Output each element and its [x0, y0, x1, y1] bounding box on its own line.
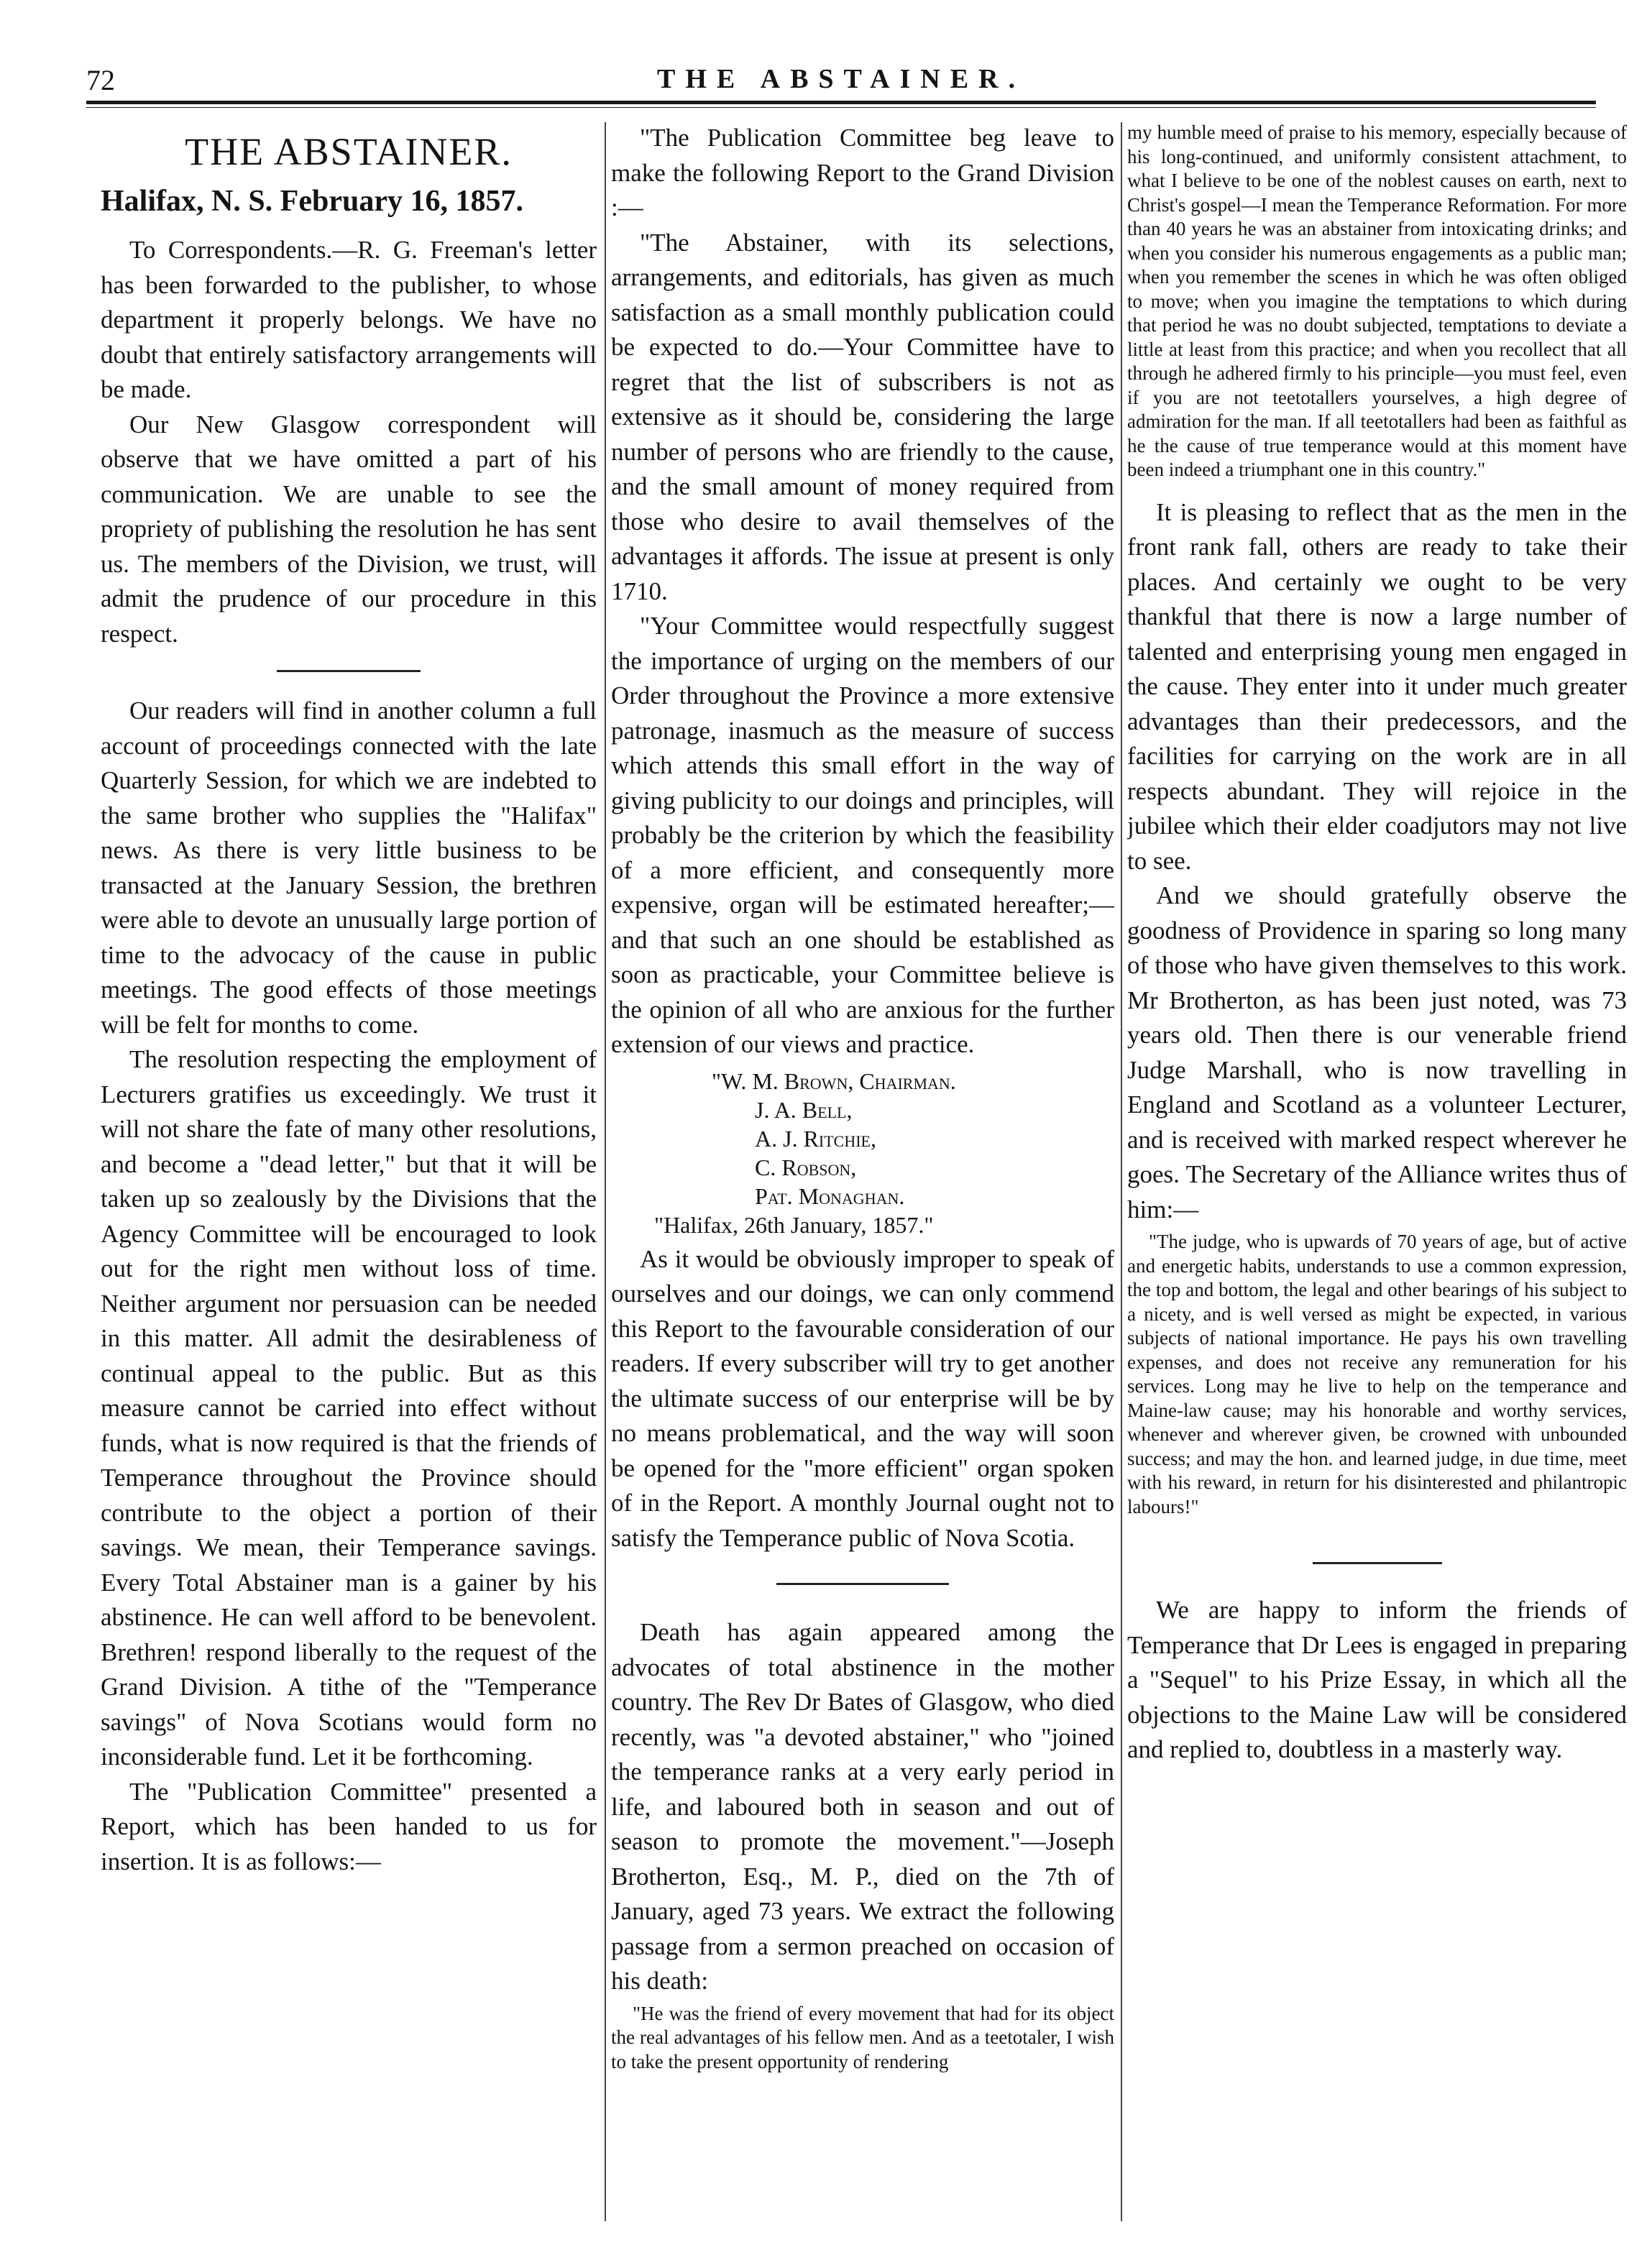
section-separator	[1313, 1562, 1442, 1564]
article-dr-lees: We are happy to inform the friends of Temperance that Dr Lees is engaged in preparing a "Sequel" to his Prize Essay, in which all the objections to the Maine Law will be considered and replied to, doubtless in a masterly way.	[1127, 1596, 1627, 1763]
column-1	[101, 121, 597, 2227]
running-head	[86, 63, 1596, 106]
article-publication-intro: The "Publication Committee" presented a Report, which has been handed to us for insertion. It is as follows:—	[101, 1777, 597, 1875]
section-separator	[776, 1583, 949, 1585]
dateline: Halifax, N. S. February 16, 1857.	[101, 185, 523, 218]
section-separator	[277, 670, 421, 672]
signature-member: Pat. Monaghan.	[755, 1182, 905, 1209]
column-3	[1127, 121, 1627, 2227]
column-divider-left	[605, 122, 606, 2221]
signature-member: C. Robson,	[755, 1154, 857, 1180]
article-quarterly-session: Our readers will find in another column a full account of proceedings connected with the late Quarterly Session, for which we are indebted to the same brother who supplies the "Halifax" news. As there is very little business to be transacted at the January Session, the brethren were able to devote an unusually large portion of time to the advocacy of the cause in public meetings. The good effects of those meetings will be felt for months to come.	[101, 697, 597, 1039]
article-death-notice: Death has again appeared among the advocates of total abstinence in the mother country. The Rev Dr Bates of Glasgow, who died recently, was "a devoted abstainer," who "joined the temperance ranks at a very early period in life, and laboured both in season and out of season to promote the movement."—Joseph Brotherton, Esq., M. P., died on the 7th of January, aged 73 years. We extract the following passage from a sermon preached on occasion of his death:	[611, 1618, 1114, 1995]
header-rule	[86, 101, 1596, 104]
column-2	[611, 121, 1114, 2227]
article-front-rank: It is pleasing to reflect that as the men in the front rank fall, others are ready to take their places. And certainly we ought to be very thankful that there is now a large number of talented and enterprising young men engaged in the cause. They enter into it under much greater advantages than their predecessors, and the facilities for carrying on the work are in all respects abundant. They will rejoice in the jubilee which their elder coadjutors may not live to see.	[1127, 497, 1627, 875]
running-title: THE ABSTAINER.	[656, 64, 1026, 94]
article-new-glasgow: Our New Glasgow correspondent will observe that we have omitted a part of his communication. We are unable to see the propriety of publishing the resolution he has sent us. The members of the Division, we trust, will admit the prudence of our procedure in this respect.	[101, 410, 597, 648]
report-signatures	[611, 1067, 1114, 1239]
masthead: THE ABSTAINER.	[185, 130, 513, 173]
signature-member: A. J. Ritchie,	[755, 1125, 876, 1152]
article-providence: And we should gratefully observe the goodness of Providence in sparing so long many of those who have given themselves to this work. Mr Brotherton, as has been just noted, was 73 years old. Then there is our venerable friend Judge Marshall, who is now travelling in England and Scotland as a volunteer Lecturer, and is received with marked respect wherever he goes. The Secretary of the Alliance writes thus of him:—	[1127, 881, 1627, 1223]
report-paragraph-2: "Your Committee would respectfully suggest the importance of urging on the members of our Order throughout the Province a more extensive patronage, inasmuch as the measure of success which attends this small effort in the way of giving publicity to our doings and principles, will probably be the criterion by which the feasibility of a more efficient, and consequently more expensive, organ will be estimated hereafter;—and that such an one should be established as soon as practicable, your Committee believe is the opinion of all who are anxious for the further extension of our views and practice.	[611, 612, 1114, 1058]
sermon-quote-continued: my humble meed of praise to his memory, especially because of his long-continued, and uniformly consistent attachment, to what I believe to be one of the noblest causes on earth, next to Christ's gospel—I mean the Temperance Reformation. For more than 40 years he was an abstainer from intoxicating drinks; and when you consider his numerous engagements as a public man; when you remember the scenes in which he was often obliged to move; when you imagine the temptations to which during that period he was no doubt subjected, temptations to deviate a little at least from this practice; and when you recollect that all through he adhered firmly to his principle—you must feel, even if you are not teetotallers yourselves, a high degree of admiration for the man. If all teetotallers had been as faithful as he the cause of true temperance would at this moment have been indeed a triumphant one in this country."	[1127, 121, 1627, 480]
article-correspondents: To Correspondents.—R. G. Freeman's letter has been forwarded to the publisher, to whose department it properly belongs. We have no doubt that entirely satisfactory arrangements will be made.	[101, 236, 597, 403]
report-date: "Halifax, 26th January, 1857."	[654, 1211, 934, 1238]
sermon-quote: "He was the friend of every movement that had for its object the real advantages of his fellow men. And as a teetotaler, I wish to take the present opportunity of rendering	[611, 2002, 1114, 2072]
report-paragraph-1: "The Abstainer, with its selections, arrangements, and editorials, has given as much satisfaction as a small monthly publication could be expected to do.—Your Committee have to regret that the list of subscribers is not as extensive as it should be, considering the large number of persons who are friendly to the cause, and the small amount of money required from those who desire to avail themselves of the advantages it affords. The issue at present is only 1710.	[611, 228, 1114, 605]
signature-chairman: "W. M. Brown, Chairman.	[712, 1067, 956, 1094]
header-rule-thin	[86, 107, 1596, 108]
article-report-comment: As it would be obviously improper to speak of ourselves and our doings, we can only commend this Report to the favourable consideration of our readers. If every subscriber will try to get another the ultimate success of our enterprise will be by no means problematical, and the way will soon be opened for the "more efficient" organ spoken of in the Report. A monthly Journal ought not to satisfy the Temperance public of Nova Scotia.	[611, 1244, 1114, 1552]
judge-quote: "The judge, who is upwards of 70 years of age, but of active and energetic habits, understands to use a common expression, the top and bottom, the legal and other bearings of his subject to a nicety, and is well versed as might be expected, in various subjects of national importance. He pays his own travelling expenses, and does not receive any remuneration for his services. Long may he live to help on the temperance and Maine-law cause; may his honorable and worthy services, whenever and wherever given, be crowned with unbounded success; and may the hon. and learned judge, in due time, meet with his reward, in return for his disinterested and philantropic labours!"	[1127, 1231, 1627, 1517]
article-lecturers: The resolution respecting the employment of Lecturers gratifies us exceedingly. We trust it will not share the fate of many other resolutions, and become a "dead letter," but that it will be taken up so zealously by the Divisions that the Agency Committee will be encouraged to look out for the right men without loss of time. Neither argument nor persuasion can be needed in this matter. All admit the desirableness of continual appeal to the public. But as this measure cannot be carried into effect without funds, what is now required is that the friends of Temperance throughout the Province should contribute to the object a portion of their savings. We mean, their Temperance savings. Every Total Abstainer man is a gainer by his abstinence. He can well afford to be benevolent. Brethren! respond liberally to the request of the Grand Division. A tithe of the "Temperance savings" of Nova Scotians would form no inconsiderable fund. Let it be forthcoming.	[101, 1045, 597, 1771]
page-number: 72	[86, 64, 115, 96]
report-opening: "The Publication Committee beg leave to make the following Report to the Grand Division :—	[611, 124, 1114, 221]
signature-member: J. A. Bell,	[755, 1096, 853, 1123]
column-divider-right	[1121, 122, 1122, 2221]
